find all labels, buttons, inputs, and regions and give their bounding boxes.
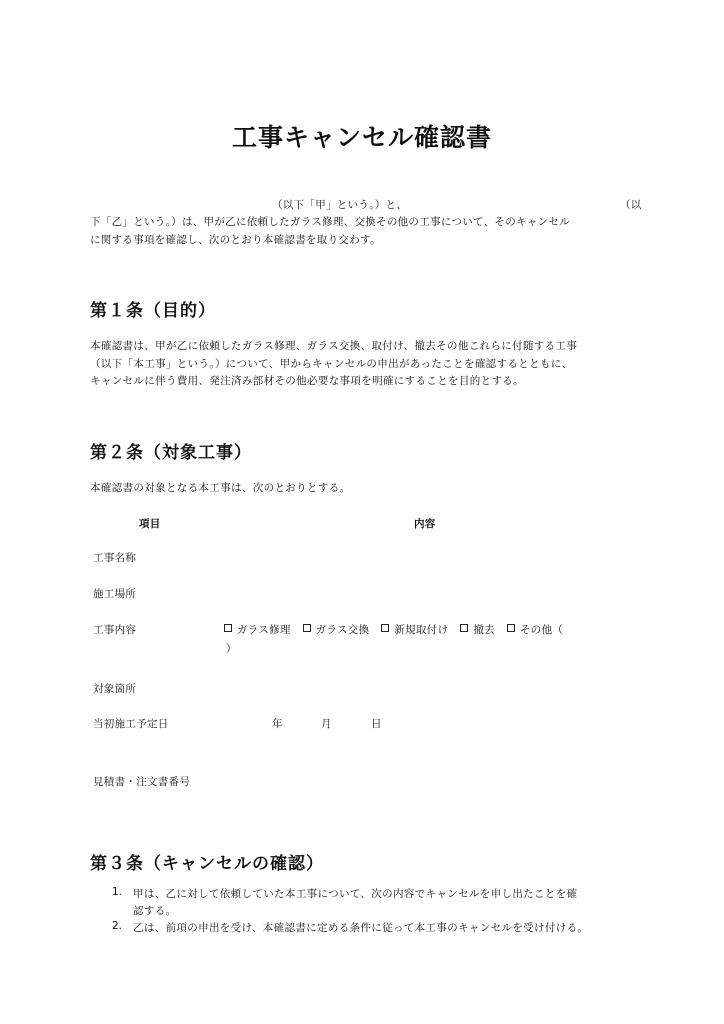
list-item-number: 2. <box>112 920 123 932</box>
list-item-text: 甲は、乙に対して依頼していた本工事について、次の内容でキャンセルを申し出たことを確 <box>133 888 578 900</box>
article-1-line: キャンセルに伴う費用、発注済み部材その他必要な事項を明確にすることを目的とする。 <box>90 375 524 387</box>
list-item-text-continued: 認する。 <box>133 905 177 917</box>
checkbox-icon[interactable] <box>460 624 468 632</box>
intro-party-b: （以 <box>620 199 642 211</box>
table-row-label-name: 工事名称 <box>93 552 137 564</box>
table-header-item: 項目 <box>139 518 161 530</box>
article-1-line: （以下「本工事」という。）について、甲からキャンセルの申出があったことを確認するとともに、 <box>90 358 573 370</box>
article-2-heading: 第２条（対象工事） <box>90 443 252 463</box>
list-item-number: 1. <box>112 886 123 898</box>
option-other[interactable]: その他（ <box>507 622 563 637</box>
intro-line-2: 下「乙」という。）は、甲が乙に依頼したガラス修理、交換その他の工事について、そのキャンセル <box>90 216 571 228</box>
table-row-label-date: 当初施工予定日 <box>93 718 169 730</box>
article-1-line: 本確認書は、甲が乙に依頼したガラス修理、ガラス交換、取付け、撤去その他これらに付随する工事 <box>90 340 578 352</box>
checkbox-icon[interactable] <box>381 624 389 632</box>
article-2-lead: 本確認書の対象となる本工事は、次のとおりとする。 <box>90 482 351 494</box>
intro-party-a: （以下「甲」という。）と、 <box>272 199 408 211</box>
checkbox-icon[interactable] <box>224 624 232 632</box>
table-row-label-place: 施工場所 <box>93 588 137 600</box>
option-removal[interactable]: 撤去 <box>460 622 495 637</box>
option-glass-replace[interactable]: ガラス交換 <box>303 622 370 637</box>
option-other-close: ） <box>226 643 237 655</box>
article-3-heading: 第３条（キャンセルの確認） <box>90 854 324 874</box>
date-year-label: 年 <box>272 718 283 730</box>
checkbox-icon[interactable] <box>303 624 311 632</box>
table-row-label-content: 工事内容 <box>93 624 137 636</box>
work-type-options <box>224 622 563 637</box>
date-month-label: 月 <box>321 718 332 730</box>
intro-line-3: に関する事項を確認し、次のとおり本確認書を取り交わす。 <box>90 234 381 246</box>
table-row-label-target: 対象箇所 <box>93 683 137 695</box>
date-day-label: 日 <box>371 718 382 730</box>
option-new-install[interactable]: 新規取付け <box>381 622 448 637</box>
checkbox-icon[interactable] <box>507 624 515 632</box>
table-header-content: 内容 <box>414 518 436 530</box>
document-title: 工事キャンセル確認書 <box>231 123 492 152</box>
list-item-text: 乙は、前項の申出を受け、本確認書に定める条件に従って本工事のキャンセルを受け付ける。 <box>133 922 589 934</box>
article-1-heading: 第１条（目的） <box>90 301 216 321</box>
option-glass-repair[interactable]: ガラス修理 <box>224 622 291 637</box>
table-row-label-estimate: 見積書・注文書番号 <box>93 776 191 788</box>
